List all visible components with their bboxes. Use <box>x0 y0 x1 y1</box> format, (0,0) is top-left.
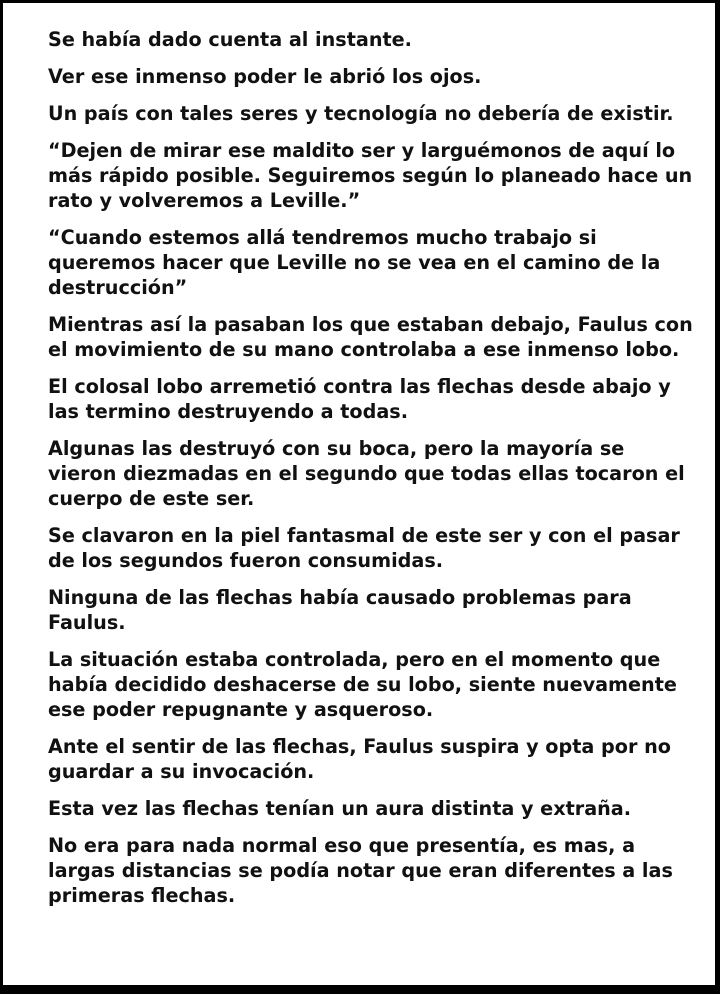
document-page <box>3 3 715 985</box>
paragraph-1: Se había dado cuenta al instante. <box>48 28 412 51</box>
paragraph-8: Algunas las destruyó con su boca, pero la mayoría se vieron diezmadas en el segundo que todas ellas tocaron el cuerpo de este ser. <box>48 437 685 510</box>
paragraph-12: Ante el sentir de las flechas, Faulus suspira y opta por no guardar a su invocación. <box>48 735 671 783</box>
paragraph-10: Ninguna de las flechas había causado problemas para Faulus. <box>48 586 632 634</box>
paragraph-13: Esta vez las flechas tenían un aura distinta y extraña. <box>48 797 632 820</box>
paragraph-11: La situación estaba controlada, pero en el momento que había decidido deshacerse de su lobo, siente nuevamente ese poder repugnante y asqueroso. <box>48 648 677 721</box>
paragraph-7: El colosal lobo arremetió contra las flechas desde abajo y las termino destruyendo a todas. <box>48 375 671 423</box>
paragraph-4: “Dejen de mirar ese maldito ser y larguémonos de aquí lo más rápido posible. Seguiremos según lo planeado hace un rato y volveremos a Leville.” <box>48 139 693 212</box>
paragraph-14: No era para nada normal eso que presentía, es mas, a largas distancias se podía notar que eran diferentes a las primeras flechas. <box>48 834 673 907</box>
paragraph-6: Mientras así la pasaban los que estaban debajo, Faulus con el movimiento de su mano controlaba a ese inmenso lobo. <box>48 313 693 361</box>
paragraph-9: Se clavaron en la piel fantasmal de este ser y con el pasar de los segundos fueron consumidas. <box>48 524 680 572</box>
paragraph-5: “Cuando estemos allá tendremos mucho trabajo si queremos hacer que Leville no se vea en el camino de la destrucción” <box>48 226 661 299</box>
paragraph-2: Ver ese inmenso poder le abrió los ojos. <box>48 65 482 88</box>
paragraph-3: Un país con tales seres y tecnología no debería de existir. <box>48 102 674 125</box>
